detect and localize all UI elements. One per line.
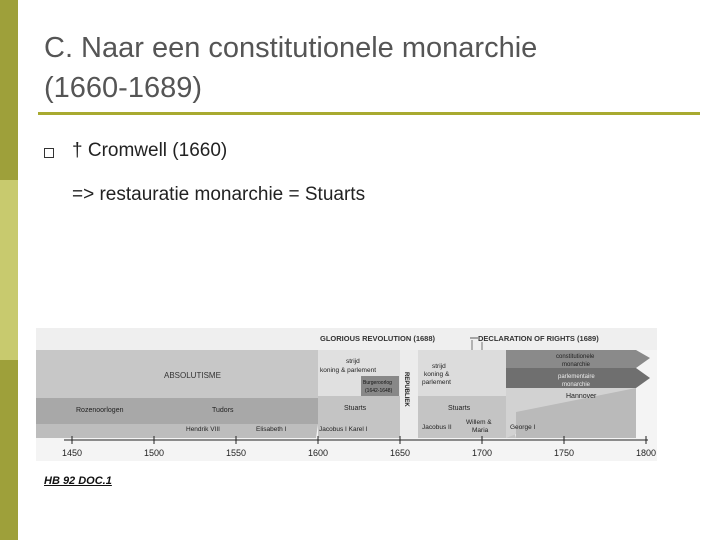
- square-bullet-icon: [44, 148, 54, 158]
- willem-maria-line2: Maria: [472, 427, 489, 434]
- tick-label-1450: 1450: [61, 448, 83, 458]
- stuarts-2-label: Stuarts: [448, 405, 471, 412]
- tudors-label: Tudors: [212, 407, 234, 414]
- george-label: George I: [510, 424, 536, 431]
- republiek-label: REPUBLIEK: [403, 372, 409, 407]
- sidebar-band-bottom: [0, 360, 18, 540]
- strijd-1-line1: strijd: [346, 358, 360, 365]
- parlementaire-line2: monarchie: [562, 382, 591, 388]
- slide-title: [44, 28, 694, 108]
- rozenoorlogen-label: Rozenoorlogen: [76, 407, 124, 414]
- slide-title-line2: (1660-1689): [44, 72, 202, 104]
- hannover-label: Hannover: [566, 393, 597, 400]
- strijd-2-line2: koning &: [424, 371, 450, 378]
- parlementaire-line1: parlementaire: [558, 374, 595, 380]
- burgeroorlog-line2: (1642-1648): [365, 388, 393, 394]
- bullet-text: † Cromwell (1660): [72, 140, 228, 161]
- slide-title-line1: C. Naar een constitutionele monarchie: [44, 32, 538, 64]
- tick-label-1700: 1700: [471, 448, 493, 458]
- timeline-diagram: [36, 328, 657, 461]
- title-divider: [38, 112, 700, 115]
- jacobus-ii-label: Jacobus II: [422, 424, 452, 431]
- stuarts-1-label: Stuarts: [344, 405, 367, 412]
- tick-label-1750: 1750: [553, 448, 575, 458]
- willem-maria-line1: Willem &: [466, 419, 492, 426]
- sidebar-decoration: [0, 0, 18, 540]
- strijd-2-line1: strijd: [432, 363, 446, 370]
- tick-label-1500: 1500: [143, 448, 165, 458]
- tick-label-1600: 1600: [307, 448, 329, 458]
- strijd-1-line2: koning & parlement: [320, 367, 377, 374]
- jacobus-karel-label: Jacobus I Karel I: [319, 426, 368, 433]
- absolutisme-label: ABSOLUTISME: [164, 371, 221, 380]
- sidebar-band-top: [0, 0, 18, 180]
- elisabeth-label: Elisabeth I: [256, 426, 287, 433]
- burgeroorlog-line1: Burgeroorlog: [363, 380, 392, 386]
- constitutionele-line2: monarchie: [562, 362, 591, 368]
- hendrik-label: Hendrik VIII: [186, 426, 220, 433]
- tick-label-1650: 1650: [389, 448, 411, 458]
- tick-label-1550: 1550: [225, 448, 247, 458]
- band-stuarts-2: [418, 396, 516, 438]
- glorious-revolution-label: GLORIOUS REVOLUTION (1688): [320, 334, 436, 343]
- constitutionele-line1: constitutionele: [556, 354, 595, 360]
- sidebar-band-middle: [0, 180, 18, 360]
- sub-text: => restauratie monarchie = Stuarts: [72, 184, 366, 205]
- declaration-of-rights-label: DECLARATION OF RIGHTS (1689): [478, 334, 599, 343]
- strijd-2-line3: parlement: [422, 379, 451, 386]
- tick-label-1800: 1800: [635, 448, 657, 458]
- source-caption: HB 92 DOC.1: [44, 475, 112, 487]
